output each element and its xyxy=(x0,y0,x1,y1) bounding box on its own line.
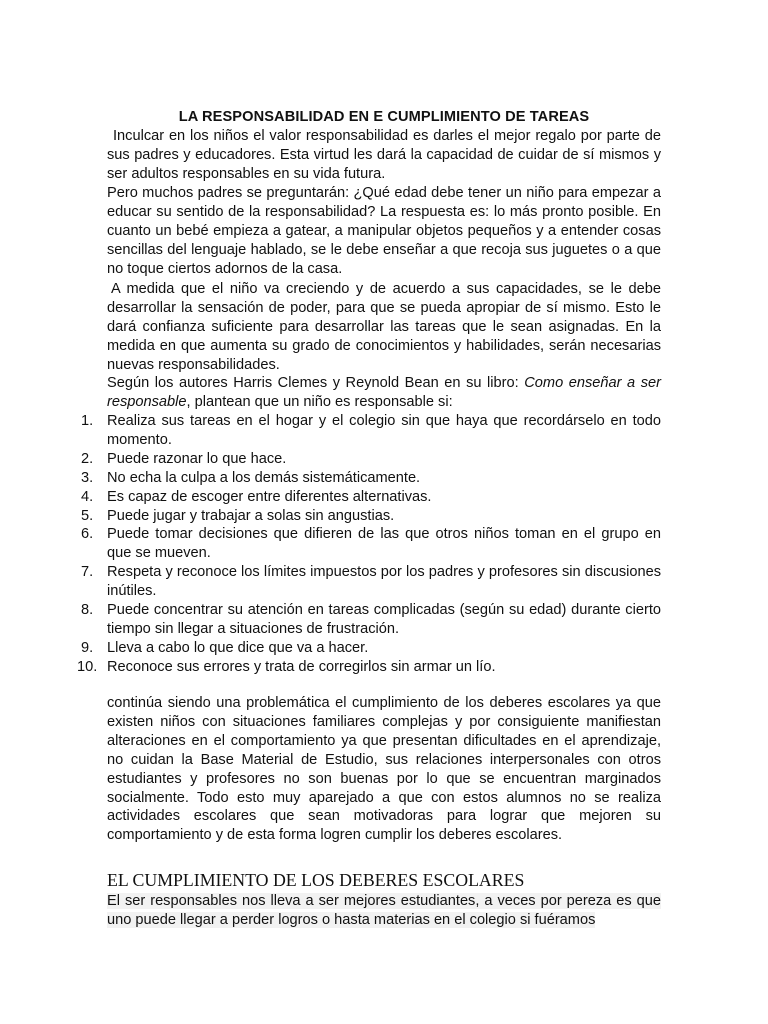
list-text: Es capaz de escoger entre diferentes alternativas. xyxy=(107,488,432,505)
list-number: 1. xyxy=(81,413,94,429)
list-item xyxy=(77,639,661,658)
paragraph-question: Pero muchos padres se preguntarán: ¿Qué edad debe tener un niño para empezar a educar su sentido de la responsabilidad? La respuesta es: lo más pronto posible. En cuanto un bebé empieza a gatear, a manipular objetos pequeños y a entender cosas sencillas del lenguaje hablado, se le debe enseñar a que recoja sus juguetes o a que no toque ciertos adornos de la casa. xyxy=(107,185,661,277)
list-number: 10. xyxy=(77,658,98,675)
list-number: 7. xyxy=(81,564,94,581)
list-item xyxy=(77,658,661,677)
list-text: Lleva a cabo lo que dice que va a hacer. xyxy=(107,639,369,656)
list-item xyxy=(77,450,661,469)
list-item xyxy=(77,507,661,526)
responsibility-list xyxy=(77,412,661,677)
list-number: 3. xyxy=(81,469,94,486)
list-number: 8. xyxy=(81,602,94,619)
book-title: Como enseñar a ser responsable xyxy=(107,375,661,410)
document-title: LA RESPONSABILIDAD EN E CUMPLIMIENTO DE TAREAS xyxy=(178,109,590,125)
list-item xyxy=(77,601,661,639)
paragraph-growth: A medida que el niño va creciendo y de acuerdo a sus capacidades, se le debe desarrollar la sensación de poder, para que se pueda apropiar de sí mismo. Esto le dará confianza suficiente para desarrollar las tareas que le sean asignadas. En la medida en que aumenta su grado de conocimientos y habilidades, serán necesarias nuevas responsabilidades. xyxy=(107,281,661,373)
authors-text: Según los autores Harris Clemes y Reynold Bean en su libro: xyxy=(107,375,525,391)
list-text: Realiza sus tareas en el hogar y el colegio sin que haya que recordárselo en todo momento. xyxy=(107,413,661,448)
list-item xyxy=(77,469,661,488)
list-text: Puede jugar y trabajar a solas sin angustias. xyxy=(107,507,395,524)
paragraph-section-start xyxy=(107,892,661,930)
paragraph-intro: Inculcar en los niños el valor responsabilidad es darles el mejor regalo por parte de sus padres y educadores. Esta virtud les dará la capacidad de cuidar de sí mismos y ser adultos responsables en su vida futura. xyxy=(107,128,661,182)
list-text: Puede tomar decisiones que difieren de las que otros niños toman en el grupo en que se mueven. xyxy=(107,526,661,562)
list-text: Puede concentrar su atención en tareas complicadas (según su edad) durante cierto tiempo sin llegar a situaciones de frustración. xyxy=(107,602,661,637)
list-text: Reconoce sus errores y trata de corregirlos sin armar un lío. xyxy=(107,658,496,675)
list-number: 4. xyxy=(81,488,94,505)
section-heading: EL CUMPLIMIENTO DE LOS DEBERES ESCOLARES xyxy=(107,870,525,890)
highlighted-text: El ser responsables nos lleva a ser mejores estudiantes, a veces por pereza es que uno puede llegar a perder logros o hasta materias en el colegio si fuéramos xyxy=(107,893,661,928)
list-text: Puede razonar lo que hace. xyxy=(107,450,287,467)
authors-text-end: , plantean que un niño es responsable si: xyxy=(186,393,453,410)
list-number: 2. xyxy=(81,450,94,467)
list-number: 5. xyxy=(81,507,94,524)
list-item xyxy=(77,412,661,450)
list-number: 9. xyxy=(81,639,94,656)
list-text: No echa la culpa a los demás sistemáticamente. xyxy=(107,469,421,486)
list-item xyxy=(77,488,661,507)
paragraph-problem: continúa siendo una problemática el cumplimiento de los deberes escolares ya que existen niños con situaciones familiares complejas y por consiguiente manifiestan alteraciones en el comportamiento ya que presentan dificultades en el aprendizaje, no cuidan la Base Material de Estudio, sus relaciones interpersonales con otros estudiantes y profesores no son buenas por lo que se encuentran marginados socialmente. Todo esto muy aparejado a que con estos alumnos no se realiza actividades escolares que sean motivadoras para lograr que mejoren su comportamiento y de esta forma logren cumplir los deberes escolares. xyxy=(107,695,661,844)
list-number: 6. xyxy=(81,526,94,543)
list-item xyxy=(77,525,661,563)
list-item xyxy=(77,563,661,601)
paragraph-authors xyxy=(107,374,661,412)
list-text: Respeta y reconoce los límites impuestos por los padres y profesores sin discusiones inútiles. xyxy=(107,564,661,600)
